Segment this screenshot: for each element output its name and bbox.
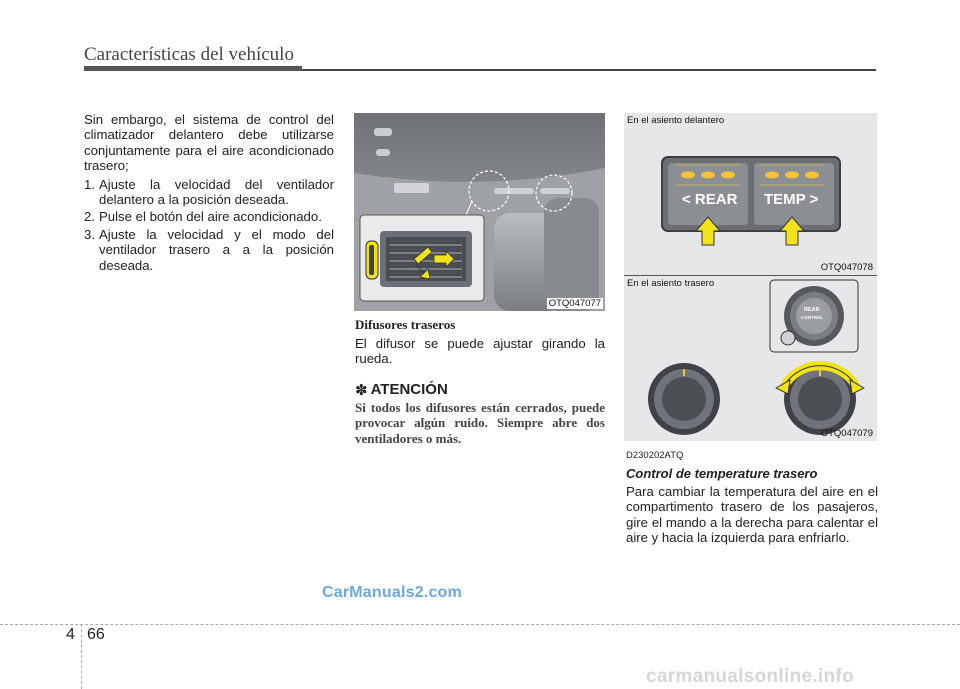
- header-bar: [84, 66, 302, 71]
- caution-body: Si todos los difusores están cerrados, puede provocar algún ruido. Siempre abre dos ventiladores o más.: [355, 399, 605, 446]
- rear-temp-buttons-illustration: [624, 113, 877, 275]
- column-vents: [355, 317, 605, 446]
- front-seat-panel: [624, 113, 877, 275]
- column-instructions: [84, 112, 334, 273]
- step-number: 2.: [84, 209, 95, 225]
- caution-heading: [355, 381, 605, 399]
- rear-vents-photo: [354, 113, 605, 311]
- rear-seat-panel: [624, 276, 877, 441]
- section-heading: Control de temperature trasero: [626, 466, 818, 481]
- watermark-link[interactable]: CarManuals2.com: [322, 584, 462, 601]
- step-number: 3.: [84, 226, 95, 242]
- rear-button-label: < REAR: [682, 191, 738, 208]
- knob-text-control: CONTROL: [801, 315, 824, 320]
- list-item: [84, 227, 334, 273]
- list-item: [84, 209, 334, 224]
- knob-text-rear: REAR: [804, 307, 820, 313]
- rear-knobs-illustration: [624, 276, 877, 441]
- footer-rule: [0, 624, 960, 625]
- section-code: D230202ATQ: [626, 450, 684, 461]
- chapter-number: 4: [66, 626, 75, 643]
- page-number: 66: [87, 626, 105, 643]
- footer-site-link[interactable]: carmanualsonline.info: [646, 666, 854, 687]
- footer-divider: [81, 624, 82, 689]
- list-item: [84, 177, 334, 208]
- caution-star-icon: ✽: [355, 381, 368, 399]
- page-header-title: Características del vehículo: [84, 44, 294, 65]
- column-temperature: [626, 450, 878, 546]
- figure-code: OTQ047078: [820, 262, 873, 273]
- step-text: Pulse el botón del aire acondicionado.: [99, 209, 322, 225]
- rear-vents-illustration: [354, 113, 605, 311]
- step-text: Ajuste la velocidad y el modo del ventilador trasero a a la posición deseada.: [99, 226, 334, 273]
- temp-button-label: TEMP >: [764, 191, 819, 208]
- steps-list: [84, 177, 334, 273]
- figure-code: OTQ047079: [820, 428, 873, 439]
- intro-paragraph: Sin embargo, el sistema de control del climatizador delantero debe utilizarse conjuntamente para el aire acondicionado trasero;: [84, 112, 334, 174]
- panel-label: En el asiento trasero: [627, 278, 715, 289]
- step-text: Ajuste la velocidad del ventilador delantero a la posición deseada.: [99, 176, 334, 208]
- panel-label: En el asiento delantero: [627, 115, 725, 126]
- header-rule: [302, 69, 876, 71]
- caution-title: ATENCIÓN: [370, 381, 448, 399]
- figure-code: OTQ047077: [548, 298, 601, 309]
- section-subtitle: Difusores traseros: [355, 317, 456, 332]
- temperature-body: Para cambiar la temperatura del aire en el compartimento trasero de los pasajeros, gire el mando a la derecha para calentar el aire y hacia la izquierda para enfriarlo.: [626, 484, 878, 546]
- vents-body: El difusor se puede ajustar girando la rueda.: [355, 336, 605, 367]
- step-number: 1.: [84, 176, 95, 192]
